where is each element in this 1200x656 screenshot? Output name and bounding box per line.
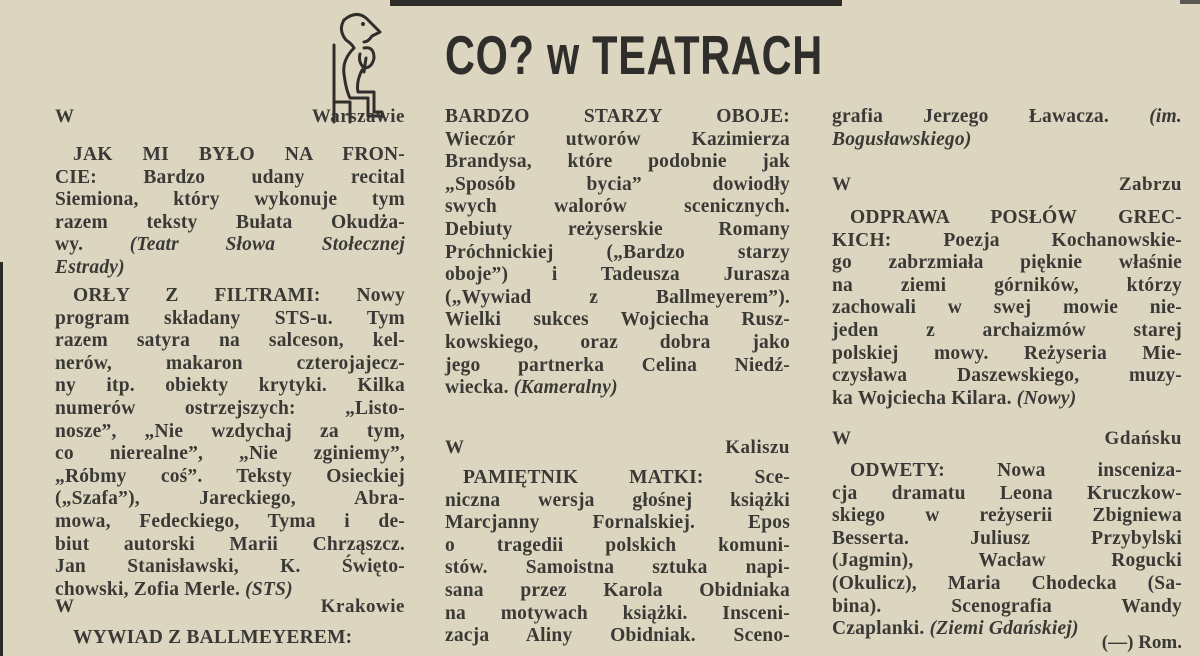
text-line bbox=[55, 534, 405, 557]
text-run: cja dramatu Leona Kruczkow- bbox=[832, 482, 1182, 504]
text-line bbox=[445, 467, 790, 490]
text-run: polskiej mowy. Reżyseria Mie- bbox=[832, 342, 1182, 364]
text-line bbox=[445, 106, 790, 129]
text-line bbox=[445, 196, 790, 219]
text-line bbox=[55, 308, 405, 331]
text-run: grafia Jerzego Ławacza. bbox=[832, 106, 1150, 127]
article-paragraph bbox=[55, 627, 405, 650]
text-line bbox=[832, 505, 1182, 528]
text-line bbox=[832, 483, 1182, 506]
text-run: program składany STS-u. Tym bbox=[55, 307, 405, 329]
article-paragraph bbox=[55, 144, 405, 280]
text-line bbox=[832, 106, 1182, 129]
text-run: swych walorów scenicznych. bbox=[445, 196, 790, 218]
text-run: zacja Aliny Obidniak. Sceno- bbox=[445, 625, 790, 647]
text-line bbox=[445, 557, 790, 580]
section-heading: W Warszawie bbox=[55, 106, 405, 127]
text-line bbox=[55, 285, 405, 308]
text-line bbox=[445, 309, 790, 332]
text-line bbox=[55, 353, 405, 376]
theatre-name: Estrady) bbox=[55, 256, 125, 278]
text-line bbox=[832, 129, 1182, 152]
text-run: numerów ostrzejszych: „Listo- bbox=[55, 397, 405, 419]
text-run: o tragedii polskich komuni- bbox=[445, 534, 790, 556]
text-run: JAK MI BYŁO NA FRON- bbox=[73, 144, 405, 165]
text-run: co nierealne”, „Nie zginiemy”, bbox=[55, 443, 405, 465]
text-run: nosze”, „Nie wzdychaj za tym, bbox=[55, 420, 405, 442]
text-line bbox=[445, 129, 790, 152]
text-line bbox=[55, 421, 405, 444]
text-line bbox=[445, 377, 790, 400]
text-line bbox=[55, 330, 405, 353]
theatre-name: (Kameralny) bbox=[513, 377, 618, 399]
text-line bbox=[55, 556, 405, 579]
text-run: go zabrzmiała pięknie właśnie bbox=[832, 252, 1182, 274]
text-line bbox=[832, 528, 1182, 551]
text-line bbox=[832, 343, 1182, 366]
article-paragraph bbox=[832, 106, 1182, 151]
text-line bbox=[445, 512, 790, 535]
theatre-name: (Nowy) bbox=[1016, 387, 1077, 409]
text-run: na motywach książki. Insceni- bbox=[445, 602, 790, 624]
text-line bbox=[832, 460, 1182, 483]
text-line bbox=[445, 535, 790, 558]
text-run: sana przez Karola Obidniaka bbox=[445, 579, 790, 601]
text-run: razem satyra na salceson, kel- bbox=[55, 330, 405, 352]
text-run: ny itp. obiekty krytyki. Kilka bbox=[55, 375, 405, 397]
text-run: na ziemi górników, którzy bbox=[832, 274, 1182, 296]
text-line bbox=[55, 189, 405, 212]
text-run: jeden z archaizmów starej bbox=[832, 319, 1182, 341]
text-run: Wielki sukces Wojciecha Rusz- bbox=[445, 309, 790, 331]
text-line bbox=[832, 230, 1182, 253]
text-run: wiecka. bbox=[445, 377, 514, 399]
section-heading: W Kaliszu bbox=[445, 437, 790, 458]
text-run: ODPRAWA POSŁÓW GREC- bbox=[850, 207, 1182, 228]
text-run: „Sposób bycia” dowiodły bbox=[445, 173, 790, 195]
page-title: CO? w TEATRACH bbox=[445, 24, 823, 86]
text-line bbox=[55, 257, 405, 280]
text-run: Marcjanny Fornalskiej. Epos bbox=[445, 512, 790, 534]
text-run: jego partnerka Celina Niedź- bbox=[445, 354, 790, 376]
author-signature: (—) Rom. bbox=[1101, 632, 1182, 653]
text-line bbox=[445, 287, 790, 310]
text-line bbox=[445, 355, 790, 378]
text-run: razem teksty Bułata Okudża- bbox=[55, 211, 405, 233]
article-paragraph bbox=[832, 207, 1182, 410]
text-line bbox=[832, 573, 1182, 596]
text-line bbox=[445, 580, 790, 603]
text-run: CIE: Bardzo udany recital bbox=[55, 166, 405, 188]
text-line bbox=[832, 596, 1182, 619]
text-line bbox=[832, 618, 1182, 641]
text-run: czysława Daszewskiego, muzy- bbox=[832, 365, 1182, 387]
text-run: bina). Scenografia Wandy bbox=[832, 595, 1182, 617]
theatre-name: (im. bbox=[1149, 106, 1182, 127]
top-rule bbox=[390, 0, 842, 6]
article-paragraph bbox=[55, 285, 405, 601]
text-line bbox=[55, 212, 405, 235]
text-run: Siemiona, który wykonuje tym bbox=[55, 189, 405, 211]
text-run: Próchnickiej („Bardzo starzy bbox=[445, 241, 790, 263]
text-run: nerów, makaron czterojajecz- bbox=[55, 352, 405, 374]
text-run: zachowali w swej mowie nie- bbox=[832, 297, 1182, 319]
text-run: („Wywiad z Ballmeyerem”). bbox=[445, 286, 790, 308]
text-line bbox=[55, 488, 405, 511]
text-run: Besserta. Juliusz Przybylski bbox=[832, 527, 1182, 549]
text-line bbox=[832, 550, 1182, 573]
text-run: kowskiego, oraz dobra jako bbox=[445, 331, 790, 353]
text-run: KICH: Poezja Kochanowskie- bbox=[832, 229, 1182, 251]
theatre-name: (Ziemi Gdańskiej) bbox=[929, 618, 1079, 640]
text-line bbox=[832, 207, 1182, 230]
text-line bbox=[445, 151, 790, 174]
text-line bbox=[832, 275, 1182, 298]
text-run: skiego w reżyserii Zbigniewa bbox=[832, 505, 1182, 527]
text-run: ODWETY: Nowa insceniza- bbox=[850, 460, 1182, 481]
theatre-name: (STS) bbox=[245, 578, 293, 600]
text-line bbox=[445, 625, 790, 648]
section-heading: W Krakowie bbox=[55, 596, 405, 617]
section-heading: W Gdańsku bbox=[832, 428, 1182, 449]
text-run: („Szafa”), Jareckiego, Abra- bbox=[55, 488, 405, 510]
page-edge bbox=[0, 262, 3, 656]
text-run: WYWIAD Z BALLMEYEREM: bbox=[73, 627, 353, 648]
text-run: stów. Samoistna sztuka napi- bbox=[445, 557, 790, 579]
article-paragraph bbox=[832, 460, 1182, 641]
text-line bbox=[445, 490, 790, 513]
text-line bbox=[55, 443, 405, 466]
theatre-name: Bogusławskiego) bbox=[832, 128, 972, 150]
text-line bbox=[55, 144, 405, 167]
article-paragraph bbox=[445, 467, 790, 648]
text-run: mowa, Fedeckiego, Tyma i de- bbox=[55, 510, 405, 532]
text-line bbox=[832, 388, 1182, 411]
text-run: wy. bbox=[55, 234, 130, 256]
article-paragraph bbox=[445, 106, 790, 400]
text-line bbox=[445, 174, 790, 197]
text-line bbox=[55, 398, 405, 421]
text-line bbox=[55, 627, 405, 650]
text-line bbox=[832, 297, 1182, 320]
text-line bbox=[55, 167, 405, 190]
text-line bbox=[55, 234, 405, 257]
text-run: Debiuty reżyserskie Romany bbox=[445, 218, 790, 240]
text-run: ORŁY Z FILTRAMI: Nowy bbox=[73, 285, 405, 306]
text-run: ka Wojciecha Kilara. bbox=[832, 387, 1017, 409]
text-line bbox=[445, 219, 790, 242]
text-run: Jan Stanisławski, K. Święto- bbox=[55, 556, 405, 578]
text-run: (Okulicz), Maria Chodecka (Sa- bbox=[832, 572, 1182, 594]
text-line bbox=[832, 320, 1182, 343]
theatre-name: (Teatr Słowa Stołecznej bbox=[129, 234, 405, 256]
text-run: Wieczór utworów Kazimierza bbox=[445, 128, 790, 150]
text-run: chowski, Zofia Merle. bbox=[55, 578, 246, 600]
text-line bbox=[55, 511, 405, 534]
text-run: biut autorski Marii Chrząszcz. bbox=[55, 533, 405, 555]
text-run: Czaplanki. bbox=[832, 618, 930, 640]
section-heading: W Zabrzu bbox=[832, 174, 1182, 195]
text-line bbox=[445, 603, 790, 626]
text-line bbox=[832, 252, 1182, 275]
corner-rule bbox=[1180, 0, 1200, 4]
text-run: BARDZO STARZY OBOJE: bbox=[445, 106, 790, 127]
text-line bbox=[832, 365, 1182, 388]
text-run: (Jagmin), Wacław Rogucki bbox=[832, 550, 1182, 572]
text-line bbox=[445, 332, 790, 355]
text-run: PAMIĘTNIK MATKI: Sce- bbox=[463, 467, 790, 488]
text-run: „Róbmy coś”. Teksty Osieckiej bbox=[55, 465, 405, 487]
text-line bbox=[55, 466, 405, 489]
text-line bbox=[445, 242, 790, 265]
text-run: niczna wersja głośnej książki bbox=[445, 489, 790, 511]
text-line bbox=[445, 264, 790, 287]
text-run: Brandysa, które podobnie jak bbox=[445, 151, 790, 173]
text-line bbox=[55, 375, 405, 398]
text-run: oboje”) i Tadeusza Jurasza bbox=[445, 264, 790, 286]
